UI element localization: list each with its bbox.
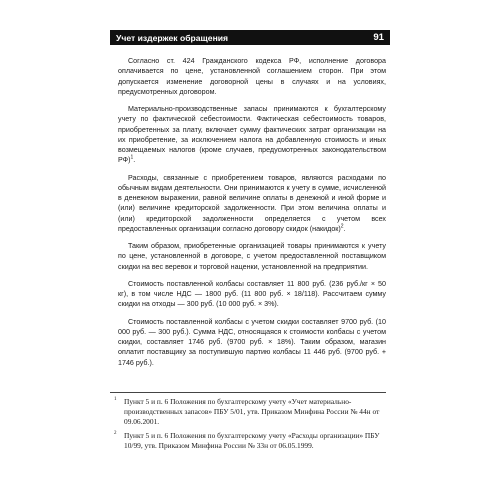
paragraph: Стоимость поставленной колбасы составляет 11 800 руб. (236 руб./кг × 50 кг), в том числе НДС — 1800 руб. (11 800 руб. × 18/118). Рассчитаем сумму скидки на отходы — 300 руб. (10 000 руб. × 3%). <box>118 279 386 309</box>
footnote-mark: 2 <box>114 430 117 436</box>
main-text <box>118 56 386 375</box>
footnote <box>110 397 386 428</box>
paragraph: Таким образом, приобретенные организацией товары принимаются к учету по цене, установленной в договоре, с учетом предоставленной поставщиком скидки на вес веревок и торговой наценки, установленной на предприятии. <box>118 242 386 271</box>
footnote-text: Пункт 5 и п. 6 Положения по бухгалтерскому учету «Расходы организации» ПБУ 10/99, утв. Приказом Минфина России № 33н от 06.05.1999. <box>124 430 380 450</box>
paragraph: Согласно ст. 424 Гражданского кодекса РФ, исполнение договора оплачивается по цене, установленной соглашением сторон. При этом допускается изменение договорной цены в случаях и на условиях, предусмотренных договором. <box>118 57 386 96</box>
footnote <box>110 431 386 451</box>
footnote-ref[interactable]: 1 <box>130 155 134 162</box>
paragraph: Стоимость поставленной колбасы с учетом скидки составляет 9700 руб. (10 000 руб. — 300 руб.). Сумма НДС, относящаяся к стоимости колбасы с учетом скидки, составляет 1746 руб. (9700 руб. × 18%). Таким образом, магазин оплатит поставщику за поступившую партию колбасы 11 446 руб. (9700 руб. + 1746 руб.). <box>118 317 386 367</box>
footnote-mark: 1 <box>114 397 117 402</box>
paragraph: Материально-производственные запасы принимаются к бухгалтерскому учету по фактической себестоимости. Фактическая себестоимость товаров, приобретенных за плату, включает сумму фактических затрат организации на их приобретение, за исключением налога на добавленную стоимость и иных возмещаемых налогов (кроме случаев, предусмотренных законодательством РФ)$^1$. <box>118 104 386 165</box>
footnote-ref[interactable]: 2 <box>340 223 344 230</box>
chapter-title: Учет издержек обращения <box>116 32 229 43</box>
running-header <box>110 30 390 45</box>
page-number: 91 <box>373 32 384 43</box>
footnotes <box>110 392 386 454</box>
footnote-text: Пункт 5 и п. 6 Положения по бухгалтерскому учету «Учет материально-производственных запасов» ПБУ 5/01, утв. Приказом Минфина России № 44н от 09.06.2001. <box>124 397 380 427</box>
paragraph: Расходы, связанные с приобретением товаров, являются расходами по обычным видам деятельности. Они принимаются к учету в сумме, исчисленной в денежном выражении, равной величине оплаты в денежной и иной форме и (или) величине кредиторской задолженности. При этом величина оплаты и (или) кредиторской задолженности определяется с учетом всех предоставленных организации согласно договору скидок (накидок)$^2$. <box>118 173 386 234</box>
